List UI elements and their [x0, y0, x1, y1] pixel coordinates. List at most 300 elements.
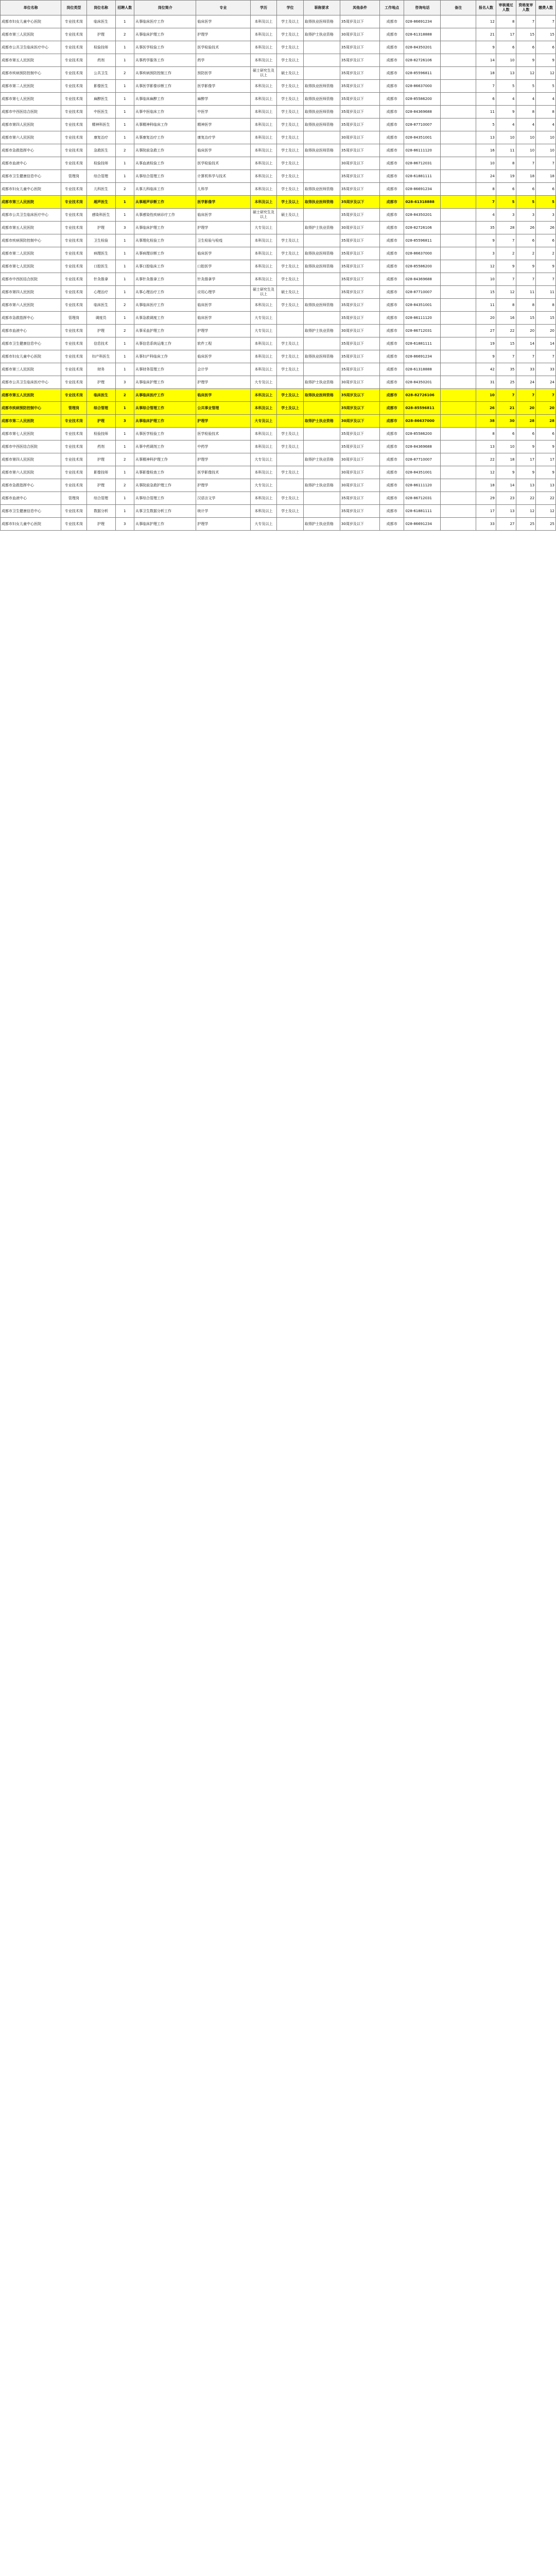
- table-cell: 22: [516, 492, 536, 505]
- table-cell: 1: [115, 93, 134, 106]
- table-cell: 成都市: [380, 286, 404, 299]
- table-cell: 取得执业医师资格: [303, 299, 340, 312]
- table-cell: 028-84350201: [404, 41, 441, 54]
- table-cell: 028-86712031: [404, 157, 441, 170]
- table-cell: 35周岁及以下: [340, 260, 379, 273]
- table-cell: 专业技术岗: [61, 247, 86, 260]
- table-cell: 成都市第五人民医院: [1, 389, 61, 402]
- table-cell: 028-84369688: [404, 273, 441, 286]
- table-cell: 9: [476, 234, 496, 247]
- table-cell: 3: [115, 415, 134, 428]
- table-cell: 学士及以上: [277, 28, 304, 41]
- table-cell: 专业技术岗: [61, 183, 86, 196]
- table-cell: 学士及以上: [277, 337, 304, 350]
- table-cell: 9: [476, 41, 496, 54]
- table-cell: 9: [536, 440, 556, 453]
- table-cell: 24: [516, 376, 536, 389]
- table-cell: [303, 170, 340, 183]
- table-cell: 专业技术岗: [61, 337, 86, 350]
- table-cell: 22: [536, 492, 556, 505]
- table-cell: [303, 440, 340, 453]
- table-cell: 028-85586200: [404, 93, 441, 106]
- table-row: [1, 15, 556, 28]
- table-cell: 从事临床医疗工作: [134, 389, 196, 402]
- table-cell: 028-86712031: [404, 325, 441, 337]
- table-cell: 成都市: [380, 415, 404, 428]
- table-cell: 11: [476, 106, 496, 118]
- table-cell: 成都市第四人民医院: [1, 286, 61, 299]
- table-cell: 4: [516, 118, 536, 131]
- table-cell: 028-84369688: [404, 106, 441, 118]
- table-cell: 中药学: [196, 440, 250, 453]
- table-row: [1, 402, 556, 415]
- table-cell: 专业技术岗: [61, 415, 86, 428]
- table-cell: 临床医学: [196, 299, 250, 312]
- table-cell: 专业技术岗: [61, 479, 86, 492]
- table-cell: 7: [536, 389, 556, 402]
- table-cell: 硕士及以上: [277, 209, 304, 222]
- table-row: [1, 247, 556, 260]
- table-cell: 针灸推拿: [86, 273, 115, 286]
- table-cell: 从事药学服务工作: [134, 54, 196, 67]
- table-cell: 临床医学: [196, 15, 250, 28]
- table-cell: 028-86111120: [404, 479, 441, 492]
- table-cell: [441, 492, 476, 505]
- table-cell: 成都市妇女儿童中心医院: [1, 15, 61, 28]
- table-cell: 本科及以上: [250, 118, 277, 131]
- table-cell: [441, 183, 476, 196]
- table-cell: 专业技术岗: [61, 93, 86, 106]
- table-cell: 本科及以上: [250, 505, 277, 518]
- table-cell: 028-82726106: [404, 389, 441, 402]
- table-cell: 药剂: [86, 440, 115, 453]
- table-cell: 028-85596811: [404, 402, 441, 415]
- table-cell: [441, 80, 476, 93]
- table-cell: 急救医生: [86, 144, 115, 157]
- table-cell: 成都市: [380, 15, 404, 28]
- table-cell: 专业技术岗: [61, 15, 86, 28]
- table-cell: 028-84351001: [404, 466, 441, 479]
- table-row: [1, 492, 556, 505]
- table-cell: 取得护士执业资格: [303, 325, 340, 337]
- table-cell: 30周岁及以下: [340, 28, 379, 41]
- table-cell: 护理学: [196, 325, 250, 337]
- table-cell: 成都市妇女儿童中心医院: [1, 518, 61, 531]
- table-cell: 成都市卫生健康信息中心: [1, 505, 61, 518]
- header-phone: 咨询电话: [404, 1, 441, 15]
- header-reviewed: 资格复审人数: [516, 1, 536, 15]
- table-cell: 1: [115, 363, 134, 376]
- table-cell: 33: [536, 363, 556, 376]
- table-cell: [441, 260, 476, 273]
- table-cell: 28: [516, 415, 536, 428]
- table-cell: 学士及以上: [277, 363, 304, 376]
- table-cell: 7: [496, 389, 516, 402]
- table-cell: 本科及以上: [250, 170, 277, 183]
- table-cell: [303, 363, 340, 376]
- table-cell: 预防医学: [196, 67, 250, 80]
- table-cell: 检验技师: [86, 157, 115, 170]
- table-cell: 35周岁及以下: [340, 337, 379, 350]
- table-cell: 35周岁及以下: [340, 170, 379, 183]
- table-cell: 20: [536, 325, 556, 337]
- table-cell: 028-61881111: [404, 505, 441, 518]
- table-cell: 35周岁及以下: [340, 299, 379, 312]
- table-row: [1, 170, 556, 183]
- table-cell: 成都市第二人民医院: [1, 80, 61, 93]
- table-cell: 成都市中西医结合医院: [1, 106, 61, 118]
- table-cell: 4: [536, 93, 556, 106]
- table-cell: 卫生检验: [86, 234, 115, 247]
- header-quota: 招聘人数: [115, 1, 134, 15]
- table-cell: [441, 466, 476, 479]
- table-cell: 从事康复治疗工作: [134, 131, 196, 144]
- table-cell: 成都市卫生健康信息中心: [1, 170, 61, 183]
- table-cell: [277, 415, 304, 428]
- table-cell: 028-87710007: [404, 118, 441, 131]
- table-cell: 7: [496, 273, 516, 286]
- table-cell: 7: [476, 80, 496, 93]
- table-cell: 27: [496, 518, 516, 531]
- table-row: [1, 325, 556, 337]
- table-body: [1, 15, 556, 531]
- table-cell: 管理岗: [61, 312, 86, 325]
- table-cell: 成都市: [380, 492, 404, 505]
- table-cell: 管理岗: [61, 402, 86, 415]
- table-cell: 从事影像检查工作: [134, 466, 196, 479]
- table-cell: [441, 209, 476, 222]
- table-cell: 6: [476, 93, 496, 106]
- table-cell: 10: [496, 54, 516, 67]
- table-cell: 成都市疾病预防控制中心: [1, 402, 61, 415]
- table-cell: 35周岁及以下: [340, 286, 379, 299]
- table-cell: 本科及以上: [250, 106, 277, 118]
- table-cell: 9: [476, 350, 496, 363]
- table-cell: 从事医学检验工作: [134, 41, 196, 54]
- table-cell: [441, 337, 476, 350]
- table-cell: 专业技术岗: [61, 428, 86, 440]
- table-cell: 成都市: [380, 144, 404, 157]
- table-cell: 学士及以上: [277, 196, 304, 209]
- table-cell: 6: [496, 428, 516, 440]
- table-cell: 从事临床护理工作: [134, 376, 196, 389]
- table-cell: [441, 54, 476, 67]
- table-cell: 从事医学检验工作: [134, 428, 196, 440]
- table-cell: 成都市急救指挥中心: [1, 144, 61, 157]
- table-cell: 专业技术岗: [61, 106, 86, 118]
- table-cell: 6: [536, 234, 556, 247]
- table-cell: 35周岁及以下: [340, 93, 379, 106]
- table-cell: 3: [476, 247, 496, 260]
- table-cell: 20: [536, 402, 556, 415]
- table-cell: 35周岁及以下: [340, 350, 379, 363]
- table-cell: 管理岗: [61, 170, 86, 183]
- table-cell: [441, 106, 476, 118]
- table-cell: 取得执业医师资格: [303, 15, 340, 28]
- table-cell: 7: [496, 234, 516, 247]
- table-cell: 中医学: [196, 106, 250, 118]
- table-cell: 30周岁及以下: [340, 325, 379, 337]
- table-cell: 从事精神科临床工作: [134, 118, 196, 131]
- table-cell: [441, 222, 476, 234]
- table-cell: 1: [115, 466, 134, 479]
- table-cell: 7: [536, 15, 556, 28]
- table-cell: 医学影像学: [196, 196, 250, 209]
- table-cell: 30周岁及以下: [340, 453, 379, 466]
- table-cell: 护理学: [196, 28, 250, 41]
- header-paid: 缴费人数: [536, 1, 556, 15]
- table-cell: 影像医生: [86, 80, 115, 93]
- table-cell: 1: [115, 402, 134, 415]
- table-cell: 专业技术岗: [61, 234, 86, 247]
- table-cell: 取得执业医师资格: [303, 93, 340, 106]
- table-cell: 学士及以上: [277, 273, 304, 286]
- table-cell: 从事中医临床工作: [134, 106, 196, 118]
- table-cell: 19: [476, 337, 496, 350]
- table-cell: 23: [496, 492, 516, 505]
- table-cell: 从事心理治疗工作: [134, 286, 196, 299]
- table-cell: 麻醉医生: [86, 93, 115, 106]
- table-cell: 028-84351001: [404, 299, 441, 312]
- table-cell: 取得护士执业资格: [303, 28, 340, 41]
- header-major: 专业: [196, 1, 250, 15]
- table-cell: 成都市血液中心: [1, 325, 61, 337]
- table-cell: 取得护士执业资格: [303, 518, 340, 531]
- table-cell: 学士及以上: [277, 93, 304, 106]
- table-cell: 028-84351001: [404, 131, 441, 144]
- table-cell: 医学影像技术: [196, 466, 250, 479]
- table-cell: 本科及以上: [250, 337, 277, 350]
- table-cell: 成都市: [380, 389, 404, 402]
- table-cell: 35周岁及以下: [340, 106, 379, 118]
- table-cell: [441, 157, 476, 170]
- table-cell: 统计学: [196, 505, 250, 518]
- table-cell: 8: [516, 299, 536, 312]
- table-cell: 从事临床医疗工作: [134, 15, 196, 28]
- table-cell: [303, 337, 340, 350]
- table-cell: 028-61318888: [404, 363, 441, 376]
- table-cell: 35周岁及以下: [340, 234, 379, 247]
- table-row: [1, 222, 556, 234]
- table-cell: 学士及以上: [277, 80, 304, 93]
- table-cell: 9: [516, 440, 536, 453]
- table-cell: 感染科医生: [86, 209, 115, 222]
- table-row: [1, 106, 556, 118]
- table-cell: 15: [496, 337, 516, 350]
- table-cell: 口腔医生: [86, 260, 115, 273]
- table-cell: 28: [496, 222, 516, 234]
- table-cell: 专业技术岗: [61, 209, 86, 222]
- table-cell: 取得执业医师资格: [303, 350, 340, 363]
- table-cell: 2: [115, 325, 134, 337]
- table-cell: 13: [516, 479, 536, 492]
- table-cell: 成都市公共卫生临床医疗中心: [1, 376, 61, 389]
- table-cell: 影像技师: [86, 466, 115, 479]
- table-cell: 成都市: [380, 337, 404, 350]
- table-cell: 028-82726106: [404, 222, 441, 234]
- table-cell: 成都市公共卫生临床医疗中心: [1, 209, 61, 222]
- table-cell: 成都市第五人民医院: [1, 222, 61, 234]
- table-cell: 成都市卫生健康信息中心: [1, 337, 61, 350]
- table-cell: 13: [496, 505, 516, 518]
- table-cell: 成都市: [380, 118, 404, 131]
- table-cell: 30周岁及以下: [340, 466, 379, 479]
- table-cell: 25: [536, 518, 556, 531]
- table-cell: 本科及以上: [250, 440, 277, 453]
- table-cell: 从事卫生数据分析工作: [134, 505, 196, 518]
- table-cell: 取得执业医师资格: [303, 183, 340, 196]
- table-cell: 35周岁及以下: [340, 209, 379, 222]
- table-cell: 成都市: [380, 234, 404, 247]
- table-cell: 成都市: [380, 183, 404, 196]
- table-cell: [303, 492, 340, 505]
- table-cell: 028-86637000: [404, 247, 441, 260]
- table-cell: 临床医学: [196, 350, 250, 363]
- table-cell: 22: [496, 325, 516, 337]
- table-cell: 公共事业管理: [196, 402, 250, 415]
- table-cell: 大专及以上: [250, 325, 277, 337]
- table-cell: 1: [115, 131, 134, 144]
- table-cell: 30周岁及以下: [340, 131, 379, 144]
- table-cell: [303, 234, 340, 247]
- table-cell: 学士及以上: [277, 247, 304, 260]
- table-cell: 护理: [86, 453, 115, 466]
- table-cell: 3: [496, 209, 516, 222]
- table-cell: 9: [516, 54, 536, 67]
- table-cell: 13: [476, 440, 496, 453]
- table-cell: 17: [476, 505, 496, 518]
- table-row: [1, 273, 556, 286]
- table-cell: 13: [496, 67, 516, 80]
- table-cell: 医学检验技术: [196, 428, 250, 440]
- table-cell: 软件工程: [196, 337, 250, 350]
- table-cell: 护理学: [196, 518, 250, 531]
- table-cell: 1: [115, 505, 134, 518]
- table-cell: 临床医生: [86, 299, 115, 312]
- header-applicants: 报名人数: [476, 1, 496, 15]
- table-cell: 从事中药调剂工作: [134, 440, 196, 453]
- table-cell: 24: [536, 376, 556, 389]
- table-row: [1, 389, 556, 402]
- table-cell: 028-85596811: [404, 67, 441, 80]
- table-cell: 取得执业医师资格: [303, 106, 340, 118]
- table-cell: 成都市血液中心: [1, 157, 61, 170]
- table-cell: 成都市: [380, 453, 404, 466]
- table-cell: 取得执业医师资格: [303, 118, 340, 131]
- table-cell: 1: [115, 312, 134, 325]
- table-cell: 6: [536, 428, 556, 440]
- table-cell: [441, 479, 476, 492]
- table-cell: 3: [115, 222, 134, 234]
- table-cell: 35周岁及以下: [340, 505, 379, 518]
- table-cell: 从事医学影像诊断工作: [134, 80, 196, 93]
- table-cell: 35周岁及以下: [340, 428, 379, 440]
- table-cell: [303, 402, 340, 415]
- table-cell: 12: [476, 15, 496, 28]
- table-cell: [441, 299, 476, 312]
- table-cell: 取得执业医师资格: [303, 80, 340, 93]
- table-cell: 028-85596811: [404, 234, 441, 247]
- table-row: [1, 28, 556, 41]
- table-cell: 学士及以上: [277, 428, 304, 440]
- table-cell: 1: [115, 157, 134, 170]
- table-cell: 18: [516, 170, 536, 183]
- table-cell: 康复治疗学: [196, 131, 250, 144]
- table-cell: 病理医生: [86, 247, 115, 260]
- table-cell: [277, 222, 304, 234]
- table-cell: 从事院前急救护理工作: [134, 479, 196, 492]
- table-cell: 028-86691234: [404, 15, 441, 28]
- table-cell: 5: [536, 80, 556, 93]
- table-cell: 从事综合管理工作: [134, 492, 196, 505]
- table-cell: [441, 440, 476, 453]
- table-cell: [441, 402, 476, 415]
- table-cell: 7: [476, 196, 496, 209]
- table-cell: 会计学: [196, 363, 250, 376]
- table-cell: 028-86111120: [404, 312, 441, 325]
- table-cell: 1: [115, 80, 134, 93]
- table-cell: 8: [536, 106, 556, 118]
- table-cell: 9: [536, 260, 556, 273]
- table-cell: 从事信息系统运维工作: [134, 337, 196, 350]
- table-cell: 21: [476, 28, 496, 41]
- table-cell: [441, 350, 476, 363]
- table-cell: 16: [496, 312, 516, 325]
- table-cell: 1: [115, 15, 134, 28]
- table-cell: 2: [115, 28, 134, 41]
- table-row: [1, 415, 556, 428]
- table-cell: 028-85586200: [404, 428, 441, 440]
- table-cell: 5: [476, 118, 496, 131]
- table-row: [1, 144, 556, 157]
- table-cell: [303, 312, 340, 325]
- table-cell: 028-61318888: [404, 28, 441, 41]
- table-cell: 综合管理: [86, 402, 115, 415]
- table-cell: 成都市: [380, 402, 404, 415]
- table-cell: 10: [496, 131, 516, 144]
- table-row: [1, 131, 556, 144]
- table-cell: 学士及以上: [277, 118, 304, 131]
- table-cell: 本科及以上: [250, 350, 277, 363]
- table-cell: 35周岁及以下: [340, 247, 379, 260]
- table-cell: 硕士及以上: [277, 286, 304, 299]
- table-cell: 成都市第三人民医院: [1, 28, 61, 41]
- table-cell: 35周岁及以下: [340, 80, 379, 93]
- table-cell: 25: [516, 518, 536, 531]
- table-cell: 从事感染性疾病诊疗工作: [134, 209, 196, 222]
- table-cell: [441, 196, 476, 209]
- table-cell: 儿科医生: [86, 183, 115, 196]
- table-cell: 卫生检验与检疫: [196, 234, 250, 247]
- table-cell: 信息技术: [86, 337, 115, 350]
- table-cell: 028-86637000: [404, 415, 441, 428]
- table-cell: 学士及以上: [277, 389, 304, 402]
- table-cell: 成都市: [380, 54, 404, 67]
- table-cell: [441, 518, 476, 531]
- table-cell: [441, 453, 476, 466]
- table-row: [1, 286, 556, 299]
- table-cell: 检验技师: [86, 428, 115, 440]
- table-cell: 8: [476, 183, 496, 196]
- table-cell: 028-86712031: [404, 492, 441, 505]
- table-cell: 专业技术岗: [61, 505, 86, 518]
- table-cell: 专业技术岗: [61, 453, 86, 466]
- table-cell: 学士及以上: [277, 106, 304, 118]
- table-cell: 专业技术岗: [61, 157, 86, 170]
- table-row: [1, 234, 556, 247]
- table-cell: 2: [115, 183, 134, 196]
- table-cell: 18: [536, 170, 556, 183]
